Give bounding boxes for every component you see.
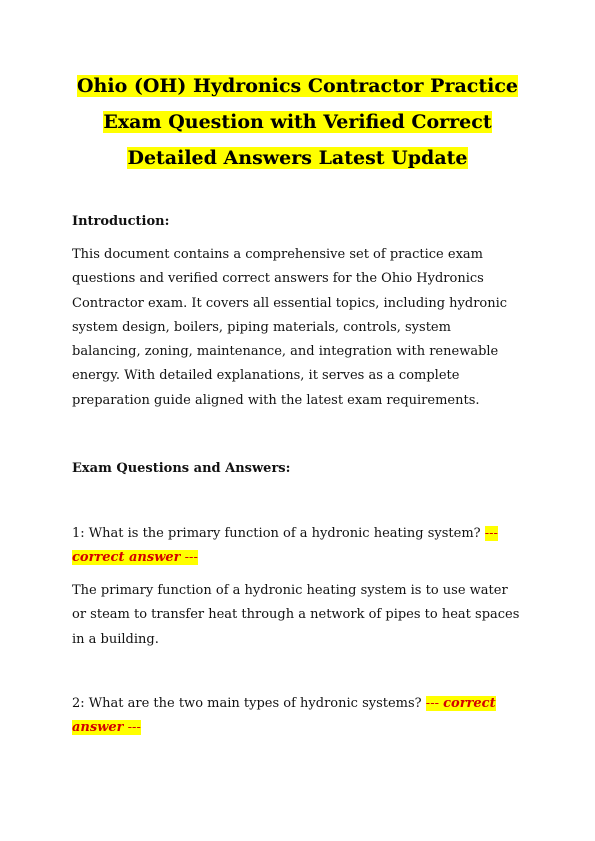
exam-heading: Exam Questions and Answers: [72,461,291,476]
question-marker-line [72,546,532,570]
answer-line: The primary function of a hydronic heating system is to use water [72,583,508,598]
introduction-line: Contractor exam. It covers all essential topics, including hydronic [72,295,508,311]
answer-line: in a building. [72,631,159,647]
question-marker-line [72,716,532,740]
answer-line: or steam to transfer heat through a network of pipes to heat spaces [72,607,520,623]
question-2 [72,692,532,741]
introduction-heading: Introduction: [72,214,170,229]
answer-1 [72,579,532,652]
introduction-line: preparation guide aligned with the latest exam requirements. [72,392,480,408]
question-text-line [72,692,532,716]
introduction-paragraph [72,243,532,413]
answer-marker-dashes: --- [425,696,439,711]
answer-marker-dashes: --- [484,526,498,541]
title-line-2: Exam Question with Verified Correct [103,111,492,133]
introduction-line: energy. With detailed explanations, it serves as a complete [72,368,460,384]
question-text: 1: What is the primary function of a hydronic heating system? [72,526,481,541]
question-1 [72,522,532,571]
title-line-3: Detailed Answers Latest Update [127,147,468,169]
introduction-line: system design, boilers, piping materials, controls, system [72,319,451,335]
correct-answer-label: correct answer [72,550,181,566]
introduction-line: balancing, zoning, maintenance, and integration with renewable [72,344,499,360]
correct-answer-label: correct [443,696,496,711]
introduction-line: questions and verified correct answers for the Ohio Hydronics [72,271,484,287]
question-text-line [72,522,532,546]
correct-answer-label: answer [72,720,124,736]
answer-marker-dashes: --- [127,720,141,736]
answer-marker-dashes: --- [184,550,198,566]
introduction-line: This document contains a comprehensive set of practice exam [72,247,483,262]
title-line-1: Ohio (OH) Hydronics Contractor Practice [76,75,519,97]
question-text: 2: What are the two main types of hydronic systems? [72,696,422,711]
document-title [40,68,555,176]
